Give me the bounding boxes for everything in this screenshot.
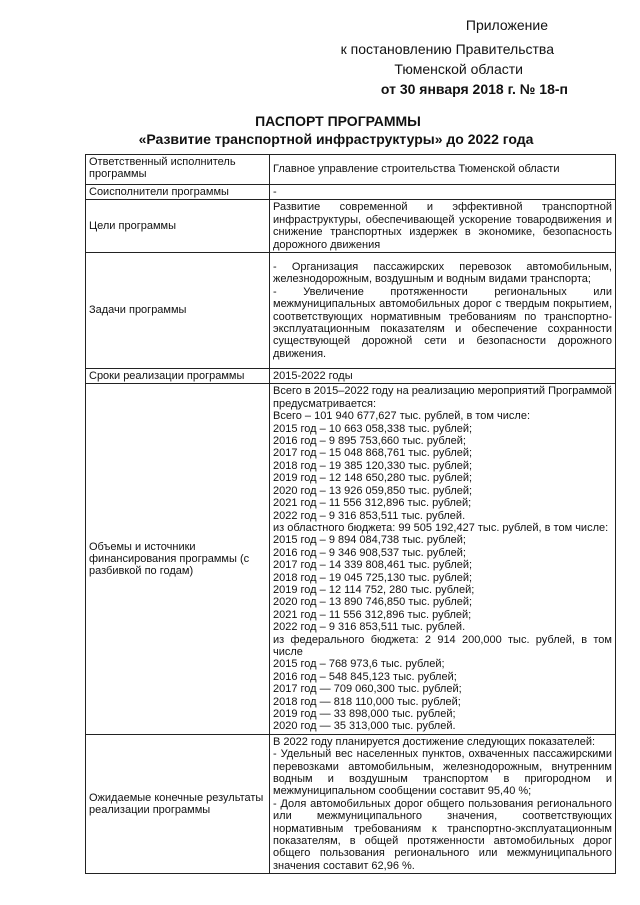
funding-total-year: 2021 год – 11 556 312,896 тыс. рублей; xyxy=(273,497,472,510)
table-row xyxy=(86,253,616,369)
funding-regional-year: 2015 год – 9 894 084,738 тыс. рублей; xyxy=(273,534,466,547)
funding-total-year: 2015 год – 10 663 058,338 тыс. рублей; xyxy=(273,422,473,435)
funding-total-year: 2020 год – 13 926 059,850 тыс. рублей; xyxy=(273,484,473,497)
funding-regional-year: 2022 год – 9 316 853,511 тыс. рублей. xyxy=(273,621,466,634)
terms-value: 2015-2022 годы xyxy=(270,369,616,384)
table-row xyxy=(86,369,616,384)
funding-value xyxy=(270,384,616,734)
result-item: - Доля автомобильных дорог общего пользования регионального или межмуниципального значения, соответствующих нормативным требованиям к транспортно-эксплуатационным показателям, в общей протяженности автомобильных дорог общего пользования регионального или межмуниципального значения составит 62,96 %. xyxy=(273,797,612,872)
table-row xyxy=(86,384,616,734)
executor-label: Ответственный исполнитель программы xyxy=(86,155,270,185)
goals-label: Цели программы xyxy=(86,200,270,253)
funding-total-year: 2017 год – 15 048 868,761 тыс. рублей; xyxy=(273,447,473,460)
funding-regional-year: 2021 год – 11 556 312,896 тыс. рублей; xyxy=(273,608,472,621)
funding-regional: из областного бюджета: 99 505 192,427 тыс. рублей, в том числе: xyxy=(273,521,609,534)
funding-regional-year: 2016 год – 9 346 908,537 тыс. рублей; xyxy=(273,546,466,559)
table-row xyxy=(86,185,616,200)
funding-regional-year: 2020 год – 13 890 746,850 тыс. рублей; xyxy=(273,596,473,609)
funding-federal-year: 2015 год – 768 973,6 тыс. рублей; xyxy=(273,658,445,671)
program-title: «Развитие транспортной инфраструктуры» до 2022 года xyxy=(138,131,534,147)
funding-regional-year: 2018 год – 19 045 725,130 тыс. рублей; xyxy=(273,571,473,584)
region-name: Тюменской области xyxy=(394,61,523,77)
document-title: ПАСПОРТ ПРОГРАММЫ xyxy=(255,113,421,129)
funding-federal-year: 2016 год – 548 845,123 тыс. рублей; xyxy=(273,670,457,683)
appendix-label: Приложение xyxy=(465,17,548,33)
task-item: - Организация пассажирских перевозок автомобильным, железнодорожным, воздушным и водным видами транспорта; xyxy=(273,260,612,286)
results-intro: В 2022 году планируется достижение следующих показателей: xyxy=(273,735,596,748)
executor-value: Главное управление строительства Тюменской области xyxy=(270,155,616,185)
funding-intro: Всего в 2015–2022 году на реализацию мероприятий Программой предусматривается: xyxy=(273,385,612,410)
table-row xyxy=(86,200,616,253)
table-row xyxy=(86,155,616,185)
funding-total: Всего – 101 940 677,627 тыс. рублей, в том числе: xyxy=(273,410,531,423)
funding-federal-year: 2019 год — 33 898,000 тыс. рублей; xyxy=(273,708,456,720)
coexecutors-value: - xyxy=(270,185,616,200)
funding-label: Объемы и источники финансирования программы (с разбивкой по годам) xyxy=(86,384,270,734)
tasks-value xyxy=(270,253,616,369)
tasks-label: Задачи программы xyxy=(86,253,270,369)
goals-value: Развитие современной и эффективной транспортной инфраструктуры, обеспечивающей ускорение товародвижения и снижение транспортных издержек в экономике, безопасность дорожного движения xyxy=(270,200,616,253)
funding-total-year: 2019 год – 12 148 650,280 тыс. рублей; xyxy=(273,472,473,485)
results-value xyxy=(270,734,616,873)
task-item: - Увеличение протяженности региональных или межмуниципальных автомобильных дорог с твердым покрытием, соответствующих нормативным требованиям по транспортно-эксплуатационным показателям и обеспечение сохранности существующей дорожной сети и безопасности дорожного движения. xyxy=(273,285,612,360)
coexecutors-label: Соисполнители программы xyxy=(86,185,270,200)
terms-label: Сроки реализации программы xyxy=(86,369,270,384)
resolution-date-number: от 30 января 2018 г. № 18-п xyxy=(380,81,568,97)
funding-federal-year: 2018 год — 818 110,000 тыс. рублей; xyxy=(273,695,461,708)
funding-federal-year: 2020 год — 35 313,000 тыс. рублей. xyxy=(273,720,456,733)
table-row xyxy=(86,734,616,873)
funding-total-year: 2018 год – 19 385 120,330 тыс. рублей; xyxy=(273,459,473,472)
funding-federal: из федерального бюджета: 2 914 200,000 тыс. рублей, в том числе xyxy=(273,633,612,658)
funding-regional-year: 2017 год – 14 339 808,461 тыс. рублей; xyxy=(273,559,473,572)
resolution-reference: к постановлению Правительства xyxy=(340,41,554,57)
funding-regional-year: 2019 год – 12 114 752, 280 тыс. рублей; xyxy=(273,583,475,596)
results-label: Ожидаемые конечные результаты реализации программы xyxy=(86,734,270,873)
funding-federal-year: 2017 год — 709 060,300 тыс. рублей; xyxy=(273,683,462,696)
funding-total-year: 2022 год – 9 316 853,511 тыс. рублей. xyxy=(273,509,466,522)
funding-total-year: 2016 год – 9 895 753,660 тыс. рублей; xyxy=(273,435,466,448)
result-item: - Удельный вес населенных пунктов, охваченных пассажирскими перевозками автомобильным, железнодорожным, внутренним водным и воздушным транспортом в пригородном и межмуниципальном сообщении составит 95,40 %; xyxy=(273,748,612,798)
program-passport-table xyxy=(85,154,616,874)
